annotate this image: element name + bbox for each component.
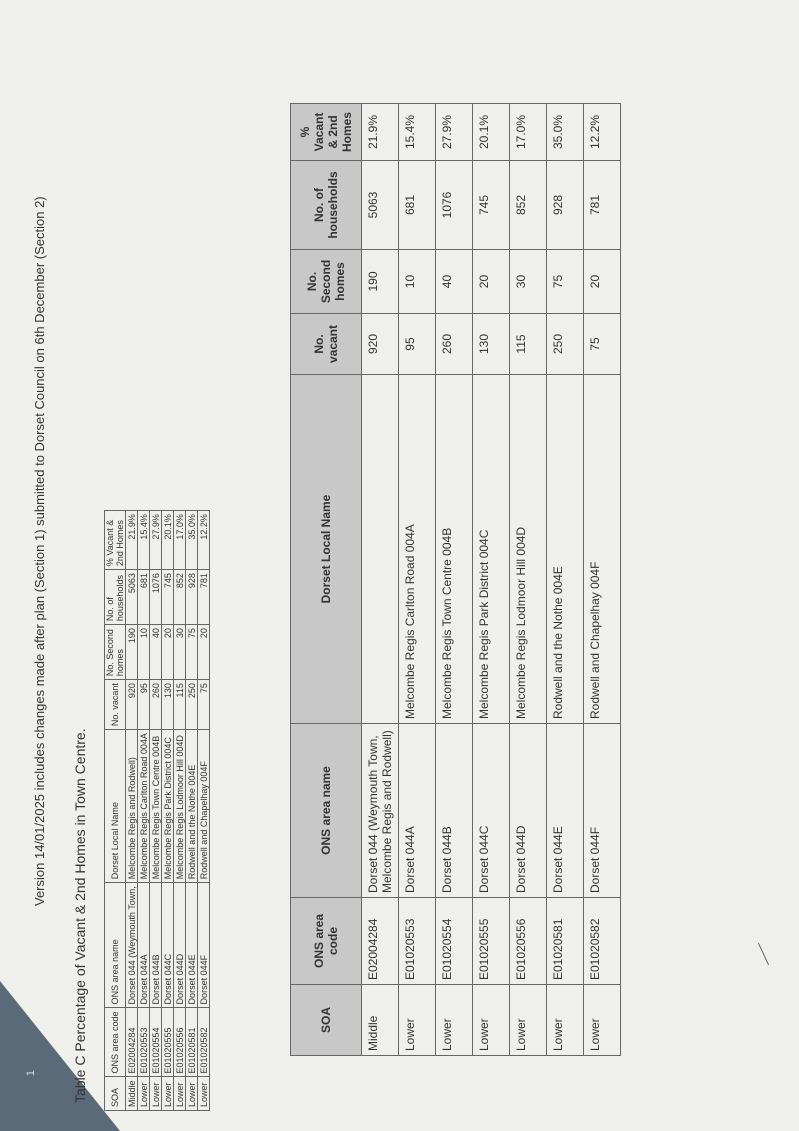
small-table-row [150,511,162,1111]
table-cell: E02004284 [362,898,399,985]
table-cell: 1076 [436,161,473,250]
table-row [584,104,621,1056]
table-cell: Lower [584,985,621,1056]
table-cell: 95 [399,314,436,375]
small-table-cell: 20 [162,625,174,680]
small-table-cell: Dorset 044C [162,883,174,1008]
table-cell: Melcombe Regis Park District 004C [473,375,510,724]
small-table-cell: 250 [186,680,198,730]
table-cell: Dorset 044B [436,724,473,898]
table-cell: 21.9% [362,104,399,161]
small-table-cell: 260 [150,680,162,730]
header-soa: SOA [291,985,362,1056]
table-cell: 10 [399,250,436,314]
small-table-cell: 95 [138,680,150,730]
small-table-cell: 852 [174,570,186,625]
table-cell: Middle [362,985,399,1056]
header-households: No. of households [291,161,362,250]
table-cell: Lower [436,985,473,1056]
table-cell: 190 [362,250,399,314]
table-cell: 20 [473,250,510,314]
small-table-cell: 12.2% [198,511,210,570]
small-table-cell: Melcombe Regis Lodmoor Hill 004D [174,730,186,883]
small-table-cell: Lower [174,1077,186,1111]
small-table-row [186,511,198,1111]
table-cell: Lower [547,985,584,1056]
table-cell: 781 [584,161,621,250]
table-cell: 15.4% [399,104,436,161]
small-table-cell: Dorset 044F [198,883,210,1008]
small-table-cell: E01020555 [162,1008,174,1077]
small-table-cell: Dorset 044 (Weymouth Town, [126,883,138,1008]
small-table-cell: 681 [138,570,150,625]
table-cell: Dorset 044F [584,724,621,898]
table-cell: Dorset 044E [547,724,584,898]
small-table-cell: 35.0% [186,511,198,570]
small-header-cell: No. Second homes [105,625,126,680]
header-local-name: Dorset Local Name [291,375,362,724]
small-header-cell: ONS area code [105,1008,126,1077]
table-row [510,104,547,1056]
table-row [547,104,584,1056]
small-table-cell: 745 [162,570,174,625]
small-header-cell: No. vacant [105,680,126,730]
small-table-row [174,511,186,1111]
table-row [473,104,510,1056]
small-table-cell: 75 [186,625,198,680]
small-table-cell: E01020581 [186,1008,198,1077]
table-cell: Dorset 044A [399,724,436,898]
table-cell: 20.1% [473,104,510,161]
small-table-cell: Dorset 044B [150,883,162,1008]
small-table-cell: Lower [186,1077,198,1111]
header-vacant: No. vacant [291,314,362,375]
table-cell: E01020554 [436,898,473,985]
small-table-cell: E01020556 [174,1008,186,1077]
table-cell: Melcombe Regis Lodmoor Hill 004D [510,375,547,724]
header-second-homes: No. Second homes [291,250,362,314]
table-cell: Rodwell and the Nothe 004E [547,375,584,724]
small-table-row [162,511,174,1111]
small-table-cell: Dorset 044E [186,883,198,1008]
small-table-cell: 781 [198,570,210,625]
table-row [436,104,473,1056]
table-cell: 745 [473,161,510,250]
small-table-cell: 30 [174,625,186,680]
table-row [399,104,436,1056]
header-ons-name: ONS area name [291,724,362,898]
small-table-cell: E01020553 [138,1008,150,1077]
table-cell: 75 [584,314,621,375]
small-table-cell: 130 [162,680,174,730]
small-table-row [198,511,210,1111]
version-note: Version 14/01/2025 includes changes made after plan (Section 1) submitted to Dorset Council on 6th December (Section 2) [32,196,47,906]
small-table-cell: E01020554 [150,1008,162,1077]
small-table-row [138,511,150,1111]
table-cell: Dorset 044C [473,724,510,898]
page-number: 1 [25,1069,38,1077]
table-cell: 20 [584,250,621,314]
small-table-cell: 928 [186,570,198,625]
small-table-cell: 20.1% [162,511,174,570]
small-table-cell: Middle [126,1077,138,1111]
small-table-cell: Melcombe Regis and Rodwell) [126,730,138,883]
table-cell: 115 [510,314,547,375]
table-cell: 681 [399,161,436,250]
small-header-cell: Dorset Local Name [105,730,126,883]
table-cell: 260 [436,314,473,375]
table-cell: 852 [510,161,547,250]
table-cell: 250 [547,314,584,375]
header-ons-code: ONS area code [291,898,362,985]
table-cell: E01020555 [473,898,510,985]
table-cell: 75 [547,250,584,314]
small-table-cell: 1076 [150,570,162,625]
table-cell: 17.0% [510,104,547,161]
small-table-cell: 27.9% [150,511,162,570]
small-table-cell: Lower [138,1077,150,1111]
table-cell: 30 [510,250,547,314]
table-cell: 920 [362,314,399,375]
small-table [104,510,210,1111]
small-table-cell: 17.0% [174,511,186,570]
small-table-cell: 920 [126,680,138,730]
table-cell: Lower [510,985,547,1056]
table-cell: E01020581 [547,898,584,985]
table-cell: Melcombe Regis Carlton Road 004A [399,375,436,724]
small-header-cell: SOA [105,1077,126,1111]
table-cell: Dorset 044D [510,724,547,898]
small-table-cell: Dorset 044D [174,883,186,1008]
small-table-cell: Rodwell and the Nothe 004E [186,730,198,883]
small-table-header-row [105,511,126,1111]
small-table-cell: Lower [150,1077,162,1111]
small-table-cell: 40 [150,625,162,680]
table-cell: Lower [473,985,510,1056]
small-table-cell: 10 [138,625,150,680]
small-table-row [126,511,138,1111]
table-cell: 35.0% [547,104,584,161]
small-header-cell: ONS area name [105,883,126,1008]
small-header-cell: % Vacant & 2nd Homes [105,511,126,570]
small-table-cell: 21.9% [126,511,138,570]
table-cell: E01020582 [584,898,621,985]
table-cell [362,375,399,724]
small-header-cell: No. of households [105,570,126,625]
small-table-cell: Rodwell and Chapelhay 004F [198,730,210,883]
main-table [290,103,621,1056]
table-cell: 27.9% [436,104,473,161]
table-cell: 40 [436,250,473,314]
table-row [362,104,399,1056]
small-table-cell: Dorset 044A [138,883,150,1008]
table-cell: E01020556 [510,898,547,985]
table-cell: 928 [547,161,584,250]
table-cell: 12.2% [584,104,621,161]
small-table-cell: E02004284 [126,1008,138,1077]
small-table-cell: Melcombe Regis Carlton Road 004A [138,730,150,883]
header-percent: % Vacant & 2nd Homes [291,104,362,161]
main-table-header-row [291,104,362,1056]
small-table-cell: 115 [174,680,186,730]
small-table-cell: Melcombe Regis Town Centre 004B [150,730,162,883]
table-cell: Dorset 044 (Weymouth Town, Melcombe Regis and Rodwell) [362,724,399,898]
small-table-cell: 5063 [126,570,138,625]
small-table-cell: 75 [198,680,210,730]
table-cell: Lower [399,985,436,1056]
small-table-cell: Melcombe Regis Park District 004C [162,730,174,883]
small-table-cell: 15.4% [138,511,150,570]
table-cell: 130 [473,314,510,375]
small-table-cell: Lower [198,1077,210,1111]
small-table-cell: E01020582 [198,1008,210,1077]
table-cell: Rodwell and Chapelhay 004F [584,375,621,724]
small-table-cell: Lower [162,1077,174,1111]
table-cell: Melcombe Regis Town Centre 004B [436,375,473,724]
table-cell: 5063 [362,161,399,250]
small-table-cell: 20 [198,625,210,680]
table-cell: E01020553 [399,898,436,985]
small-table-cell: 190 [126,625,138,680]
table-title: Table C Percentage of Vacant & 2nd Homes in Town Centre. [72,728,88,1103]
